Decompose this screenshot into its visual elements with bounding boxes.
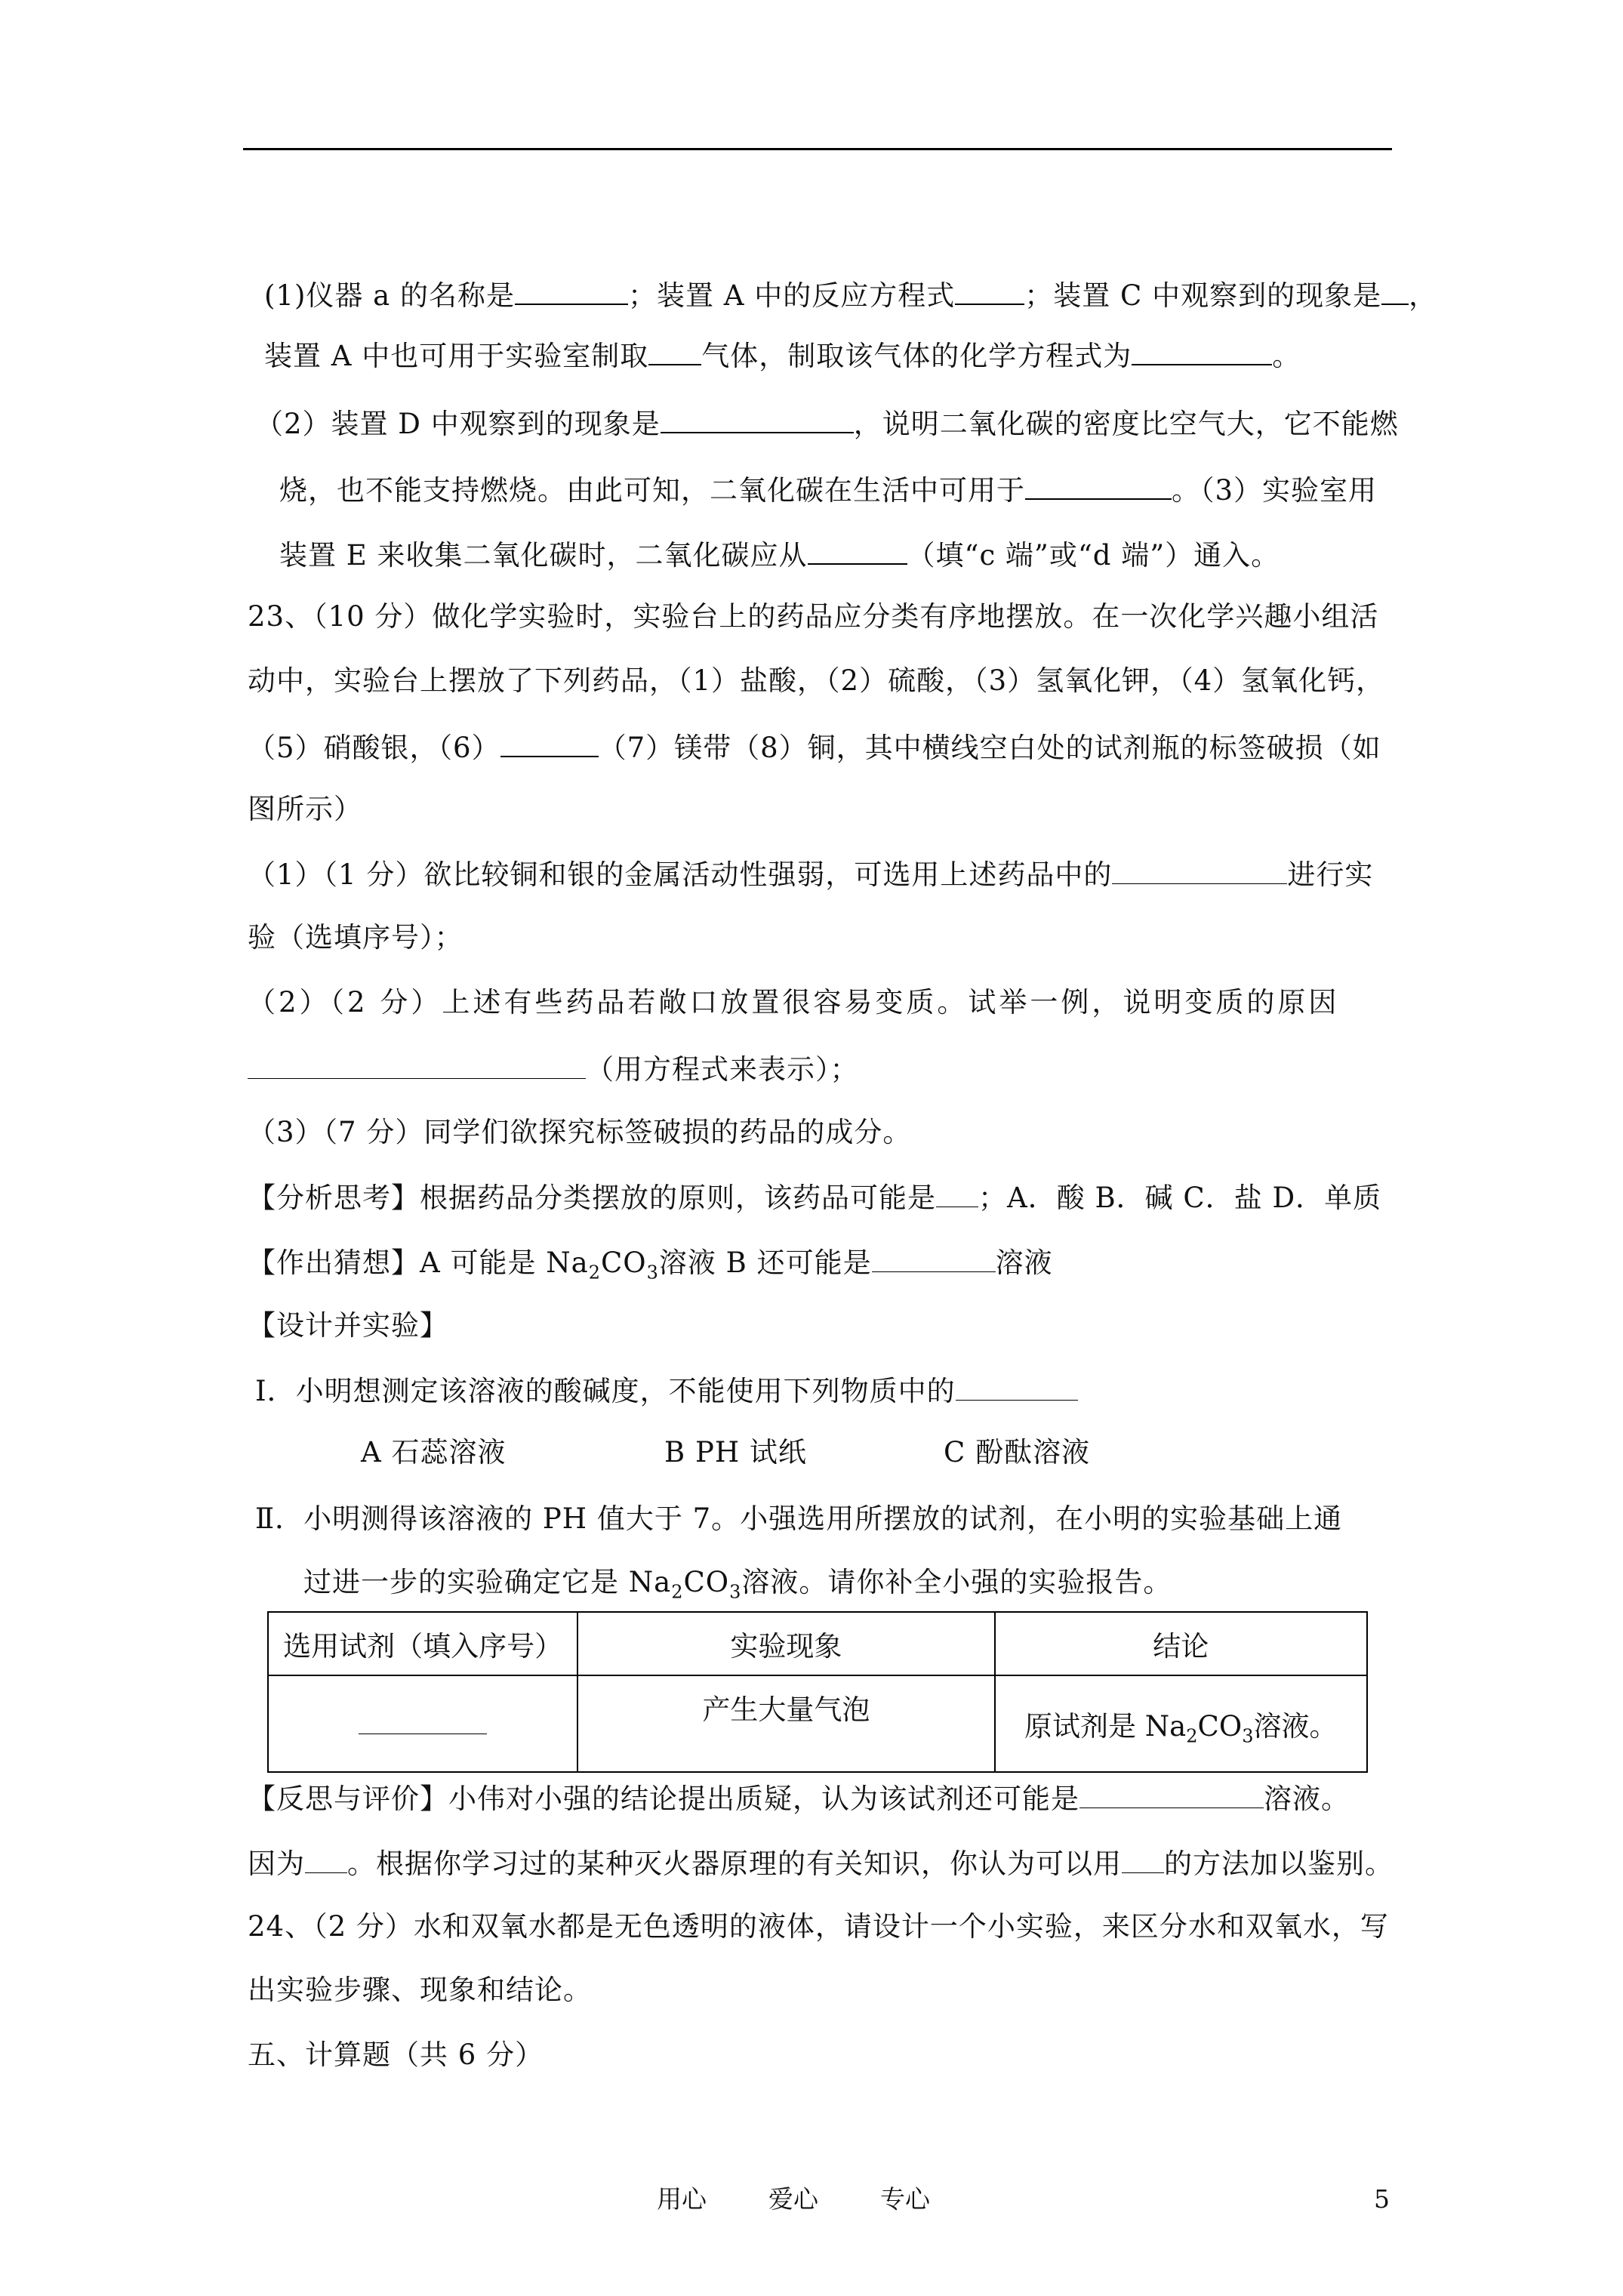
table-header-row bbox=[268, 1612, 1367, 1675]
text: （填“c 端”或“d 端”）通入。 bbox=[907, 539, 1280, 572]
reflection-line2 bbox=[248, 1845, 1394, 1881]
text: 【分析思考】根据药品分类摆放的原则，该药品可能是 bbox=[248, 1182, 936, 1214]
answer-blank bbox=[661, 405, 854, 433]
q22-part1-line1 bbox=[264, 276, 1437, 313]
q22-part3-line bbox=[279, 536, 1280, 572]
answer-blank bbox=[872, 1244, 996, 1272]
header-reagent: 选用试剂（填入序号） bbox=[268, 1612, 577, 1675]
q23-sub1-line1 bbox=[248, 856, 1373, 892]
text: 【作出猜想】A 可能是 Na bbox=[248, 1247, 589, 1279]
text: 溶液。请你补全小强的实验报告。 bbox=[741, 1566, 1172, 1598]
text: 进行实 bbox=[1287, 858, 1374, 891]
text: 的方法加以鉴别。 bbox=[1164, 1848, 1394, 1880]
text: CO bbox=[1197, 1710, 1243, 1743]
text: 。 bbox=[1272, 340, 1301, 372]
answer-blank bbox=[515, 276, 628, 305]
q23-intro-line1: 23、（10 分）做化学实验时，实验台上的药品应分类有序地摆放。在一次化学兴趣小组活 bbox=[248, 600, 1379, 633]
conclusion-cell bbox=[995, 1675, 1367, 1772]
q23-sub3-line: （3）（7 分）同学们欲探究标签破损的药品的成分。 bbox=[248, 1116, 912, 1148]
text: 装置 A 中也可用于实验室制取 bbox=[264, 340, 649, 372]
text: （2）装置 D 中观察到的现象是 bbox=[255, 408, 661, 440]
q23-intro-line3 bbox=[248, 729, 1381, 765]
answer-blank bbox=[248, 1051, 586, 1079]
step-two-line1: Ⅱ．小明测得该溶液的 PH 值大于 7。小强选用所摆放的试剂，在小明的实验基础上通 bbox=[255, 1502, 1343, 1535]
text: （用方程式来表示）； bbox=[586, 1053, 859, 1086]
text: 【反思与评价】小伟对小强的结论提出质疑，认为该试剂还可能是 bbox=[248, 1783, 1079, 1815]
section-five-heading: 五、计算题（共 6 分） bbox=[248, 2039, 544, 2071]
text: CO bbox=[683, 1566, 730, 1598]
text: ，说明二氧化碳的密度比空气大，它不能燃 bbox=[853, 408, 1399, 440]
answer-blank bbox=[955, 276, 1024, 305]
answer-blank bbox=[808, 536, 907, 565]
step-one-line bbox=[255, 1373, 1078, 1408]
text: CO bbox=[600, 1247, 647, 1279]
subscript: 2 bbox=[588, 1262, 601, 1284]
footer-word-2: 爱心 bbox=[768, 2184, 818, 2214]
q23-sub1-line2: 验（选填序号）； bbox=[248, 921, 463, 954]
text: 烧，也不能支持燃烧。由此可知，二氧化碳在生活中可用于 bbox=[279, 474, 1025, 507]
subscript: 3 bbox=[646, 1262, 659, 1284]
option-c: C 酚酞溶液 bbox=[944, 1436, 1091, 1469]
subscript: 3 bbox=[729, 1581, 742, 1603]
option-b: B PH 试纸 bbox=[664, 1436, 807, 1469]
phenomenon-cell: 产生大量气泡 bbox=[577, 1675, 994, 1772]
answer-blank bbox=[305, 1845, 347, 1873]
q23-intro-line2: 动中，实验台上摆放了下列药品，（1）盐酸，（2）硫酸，（3）氢氧化钾，（4）氢氧化钙， bbox=[248, 664, 1385, 697]
text: ；A．酸 B．碱 C．盐 D．单质 bbox=[978, 1182, 1382, 1214]
text: 溶液。 bbox=[1264, 1783, 1350, 1815]
q22-part2-line2 bbox=[279, 471, 1377, 507]
answer-blank bbox=[936, 1179, 978, 1207]
hypothesis-line bbox=[248, 1244, 1053, 1284]
analysis-line bbox=[248, 1179, 1381, 1215]
step-two-line2 bbox=[303, 1566, 1172, 1603]
text: 溶液 B 还可能是 bbox=[658, 1247, 872, 1279]
answer-blank bbox=[1112, 856, 1287, 884]
q22-part1-line2 bbox=[264, 337, 1301, 373]
design-heading: 【设计并实验】 bbox=[248, 1309, 448, 1342]
table-row bbox=[268, 1675, 1367, 1772]
text: 原试剂是 Na bbox=[1024, 1710, 1187, 1743]
answer-blank bbox=[500, 729, 599, 757]
text: 。（3）实验室用 bbox=[1172, 474, 1378, 507]
answer-blank bbox=[1079, 1780, 1264, 1808]
text: 溶液 bbox=[995, 1247, 1053, 1279]
answer-blank bbox=[1025, 471, 1172, 500]
option-a: A 石蕊溶液 bbox=[361, 1436, 507, 1469]
q23-intro-line4: 图所示） bbox=[248, 793, 362, 825]
q22-part2-line1 bbox=[255, 405, 1399, 441]
experiment-report-table bbox=[267, 1611, 1368, 1773]
text: 溶液。 bbox=[1253, 1710, 1338, 1743]
text: 装置 E 来收集二氧化碳时，二氧化碳应从 bbox=[279, 539, 808, 572]
q24-line1: 24、（2 分）水和双氧水都是无色透明的液体，请设计一个小实验，来区分水和双氧水，写 bbox=[248, 1910, 1389, 1943]
reagent-cell bbox=[268, 1675, 577, 1772]
answer-blank bbox=[1122, 1845, 1164, 1873]
page-number: 5 bbox=[1374, 2184, 1390, 2214]
text: ， bbox=[1409, 279, 1438, 312]
answer-blank bbox=[1132, 337, 1272, 365]
answer-blank bbox=[359, 1706, 487, 1734]
text: Ⅰ．小明想测定该溶液的酸碱度，不能使用下列物质中的 bbox=[255, 1375, 956, 1407]
text: （5）硝酸银，（6） bbox=[248, 732, 500, 764]
answer-blank bbox=[956, 1373, 1078, 1401]
header-rule bbox=[243, 148, 1392, 150]
subscript: 3 bbox=[1242, 1725, 1254, 1747]
q23-sub2-line2 bbox=[248, 1051, 859, 1086]
text: 过进一步的实验确定它是 Na bbox=[303, 1566, 672, 1598]
q24-line2: 出实验步骤、现象和结论。 bbox=[248, 1974, 592, 2006]
text: ；装置 A 中的反应方程式 bbox=[628, 279, 956, 312]
text: (1)仪器 a 的名称是 bbox=[264, 279, 515, 312]
text: 因为 bbox=[248, 1848, 305, 1880]
subscript: 2 bbox=[1186, 1725, 1198, 1747]
reflection-line1 bbox=[248, 1780, 1350, 1816]
footer-word-1: 用心 bbox=[657, 2184, 707, 2214]
text: ；装置 C 中观察到的现象是 bbox=[1024, 279, 1382, 312]
text: （7）镁带（8）铜，其中横线空白处的试剂瓶的标签破损（如 bbox=[598, 732, 1381, 764]
header-conclusion: 结论 bbox=[995, 1612, 1367, 1675]
q23-sub2-line1: （2）（2 分）上述有些药品若敞口放置很容易变质。试举一例，说明变质的原因 bbox=[248, 986, 1340, 1019]
text: （1）（1 分）欲比较铜和银的金属活动性强弱，可选用上述药品中的 bbox=[248, 858, 1113, 891]
answer-blank bbox=[648, 337, 701, 365]
text: 气体，制取该气体的化学方程式为 bbox=[701, 340, 1132, 372]
answer-blank bbox=[1381, 276, 1409, 305]
header-phenomenon: 实验现象 bbox=[577, 1612, 994, 1675]
footer-word-3: 专心 bbox=[880, 2184, 930, 2214]
subscript: 2 bbox=[671, 1581, 684, 1603]
text: 。根据你学习过的某种灭火器原理的有关知识，你认为可以用 bbox=[347, 1848, 1122, 1880]
